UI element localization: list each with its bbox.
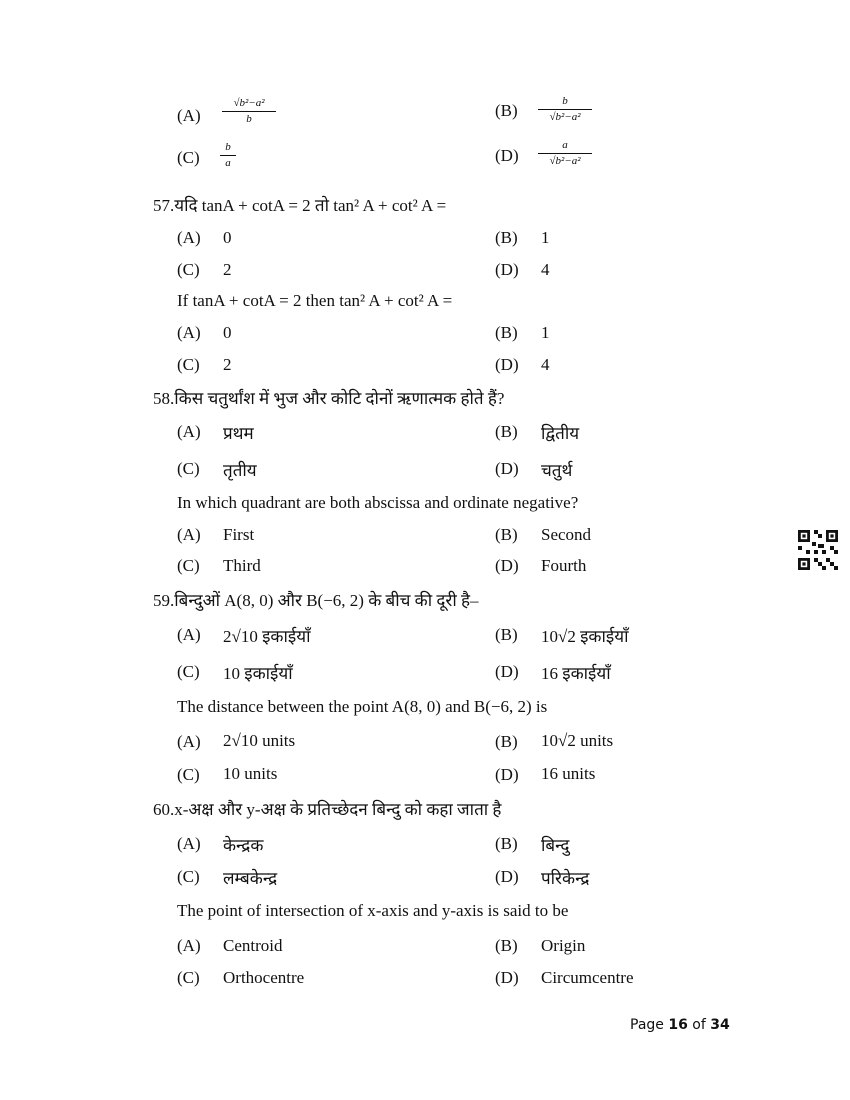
- q58-hi-d-label: (D): [495, 459, 519, 478]
- q57-hi-c-text: 2: [223, 260, 232, 279]
- page-total: 34: [710, 1017, 730, 1033]
- q60-en-c-text: Orthocentre: [223, 968, 305, 987]
- q59-hi-c-text: 10 इकाईयाँ: [223, 664, 293, 683]
- q59-english-stem: The distance between the point A(8, 0) and B(−6, 2) is: [177, 697, 548, 716]
- q58-hindi-stem: 58.किस चतुर्थांश में भुज और कोटि दोनों ऋणात्मक होते हैं?: [153, 389, 505, 408]
- q56-option-c-fraction: [220, 141, 236, 170]
- q57-english-stem: If tanA + cotA = 2 then tan² A + cot² A =: [177, 291, 453, 310]
- q58-en-d-label: (D): [495, 556, 519, 575]
- q57-en-c-text: 2: [223, 355, 232, 374]
- q60-hi-c-text: लम्बकेन्द्र: [223, 869, 278, 888]
- q56-option-c-label: (C): [177, 148, 200, 167]
- q58-en-b-label: (B): [495, 525, 518, 544]
- q60-en-b-text: Origin: [541, 936, 586, 955]
- q56-option-d-num: a: [562, 139, 568, 151]
- q60-hi-d-text: परिकेन्द्र: [541, 869, 590, 888]
- q56-option-b-num: b: [562, 95, 568, 107]
- page-of: of: [692, 1017, 706, 1033]
- q57-hi-d-text: 4: [541, 260, 550, 279]
- q60-en-a-label: (A): [177, 936, 201, 955]
- q58-hi-a-text: प्रथम: [223, 424, 254, 443]
- q59-hi-b-label: (B): [495, 625, 518, 644]
- q58-hi-c-text: तृतीय: [223, 461, 257, 480]
- q60-en-d-label: (D): [495, 968, 519, 987]
- q58-hi-c-label: (C): [177, 459, 200, 478]
- q60-hindi-stem: 60.x-अक्ष और y-अक्ष के प्रतिच्छेदन बिन्दु को कहा जाता है: [153, 800, 502, 819]
- q59-en-c-text: 10 units: [223, 764, 278, 783]
- q59-en-a-label: (A): [177, 732, 201, 751]
- q57-hi-b-label: (B): [495, 228, 518, 247]
- q59-hi-b-text: 10√2 इकाईयाँ: [541, 627, 629, 646]
- q57-hi-a-text: 0: [223, 228, 232, 247]
- q57-hindi-stem: 57.यदि tanA + cotA = 2 तो tan² A + cot² A =: [153, 196, 447, 215]
- q59-en-c-label: (C): [177, 765, 200, 784]
- q56-option-a-label: (A): [177, 106, 201, 125]
- q57-en-b-label: (B): [495, 323, 518, 342]
- q58-hi-b-label: (B): [495, 422, 518, 441]
- q60-hi-a-text: केन्द्रक: [223, 836, 264, 855]
- page-prefix: Page: [630, 1017, 664, 1033]
- q60-english-stem: The point of intersection of x-axis and y-axis is said to be: [177, 901, 569, 920]
- q56-option-b-fraction: [538, 95, 592, 124]
- q57-hi-b-text: 1: [541, 228, 550, 247]
- q60-en-c-label: (C): [177, 968, 200, 987]
- q56-option-c-num: b: [225, 141, 231, 153]
- q58-en-a-text: First: [223, 525, 255, 544]
- qr-code-icon: [798, 530, 838, 570]
- q57-en-c-label: (C): [177, 355, 200, 374]
- q57-hi-d-label: (D): [495, 260, 519, 279]
- q60-en-d-text: Circumcentre: [541, 968, 634, 987]
- q57-en-d-text: 4: [541, 355, 550, 374]
- q56-option-d-label: (D): [495, 146, 519, 165]
- q58-en-d-text: Fourth: [541, 556, 587, 575]
- q59-en-b-label: (B): [495, 732, 518, 751]
- q56-option-d-den: √b²−a²: [549, 155, 581, 167]
- q56-option-a-fraction: [222, 97, 276, 126]
- q60-hi-d-label: (D): [495, 867, 519, 886]
- q59-hi-a-text: 2√10 इकाईयाँ: [223, 627, 311, 646]
- q58-en-c-text: Third: [223, 556, 261, 575]
- q60-hi-c-label: (C): [177, 867, 200, 886]
- q60-hi-b-label: (B): [495, 834, 518, 853]
- q57-en-a-text: 0: [223, 323, 232, 342]
- q60-hi-a-label: (A): [177, 834, 201, 853]
- q58-english-stem: In which quadrant are both abscissa and ordinate negative?: [177, 493, 579, 512]
- q59-hi-d-label: (D): [495, 662, 519, 681]
- q59-hi-d-text: 16 इकाईयाँ: [541, 664, 611, 683]
- q57-en-a-label: (A): [177, 323, 201, 342]
- q56-option-c-den: a: [225, 157, 231, 169]
- q57-en-d-label: (D): [495, 355, 519, 374]
- q57-en-b-text: 1: [541, 323, 550, 342]
- q59-hi-c-label: (C): [177, 662, 200, 681]
- page-number: [630, 1017, 730, 1033]
- q59-hindi-stem: 59.बिन्दुओं A(8, 0) और B(−6, 2) के बीच की दूरी है–: [153, 591, 479, 610]
- q57-hi-c-label: (C): [177, 260, 200, 279]
- q58-hi-b-text: द्वितीय: [541, 424, 580, 443]
- q56-option-b-label: (B): [495, 101, 518, 120]
- q58-hi-d-text: चतुर्थ: [541, 461, 573, 480]
- q56-option-a-den: b: [246, 113, 252, 125]
- q59-en-b-text: 10√2 units: [541, 731, 614, 750]
- page-current: 16: [668, 1017, 688, 1033]
- q56-option-a-num: √b²−a²: [233, 97, 265, 109]
- q58-en-b-text: Second: [541, 525, 592, 544]
- q56-option-d-fraction: [538, 139, 592, 168]
- q58-hi-a-label: (A): [177, 422, 201, 441]
- q59-en-d-label: (D): [495, 765, 519, 784]
- q59-hi-a-label: (A): [177, 625, 201, 644]
- q58-en-a-label: (A): [177, 525, 201, 544]
- q60-en-b-label: (B): [495, 936, 518, 955]
- q60-en-a-text: Centroid: [223, 936, 283, 955]
- q60-hi-b-text: बिन्दु: [541, 836, 570, 855]
- q58-en-c-label: (C): [177, 556, 200, 575]
- q59-en-a-text: 2√10 units: [223, 731, 296, 750]
- q57-hi-a-label: (A): [177, 228, 201, 247]
- q56-option-b-den: √b²−a²: [549, 111, 581, 123]
- q59-en-d-text: 16 units: [541, 764, 596, 783]
